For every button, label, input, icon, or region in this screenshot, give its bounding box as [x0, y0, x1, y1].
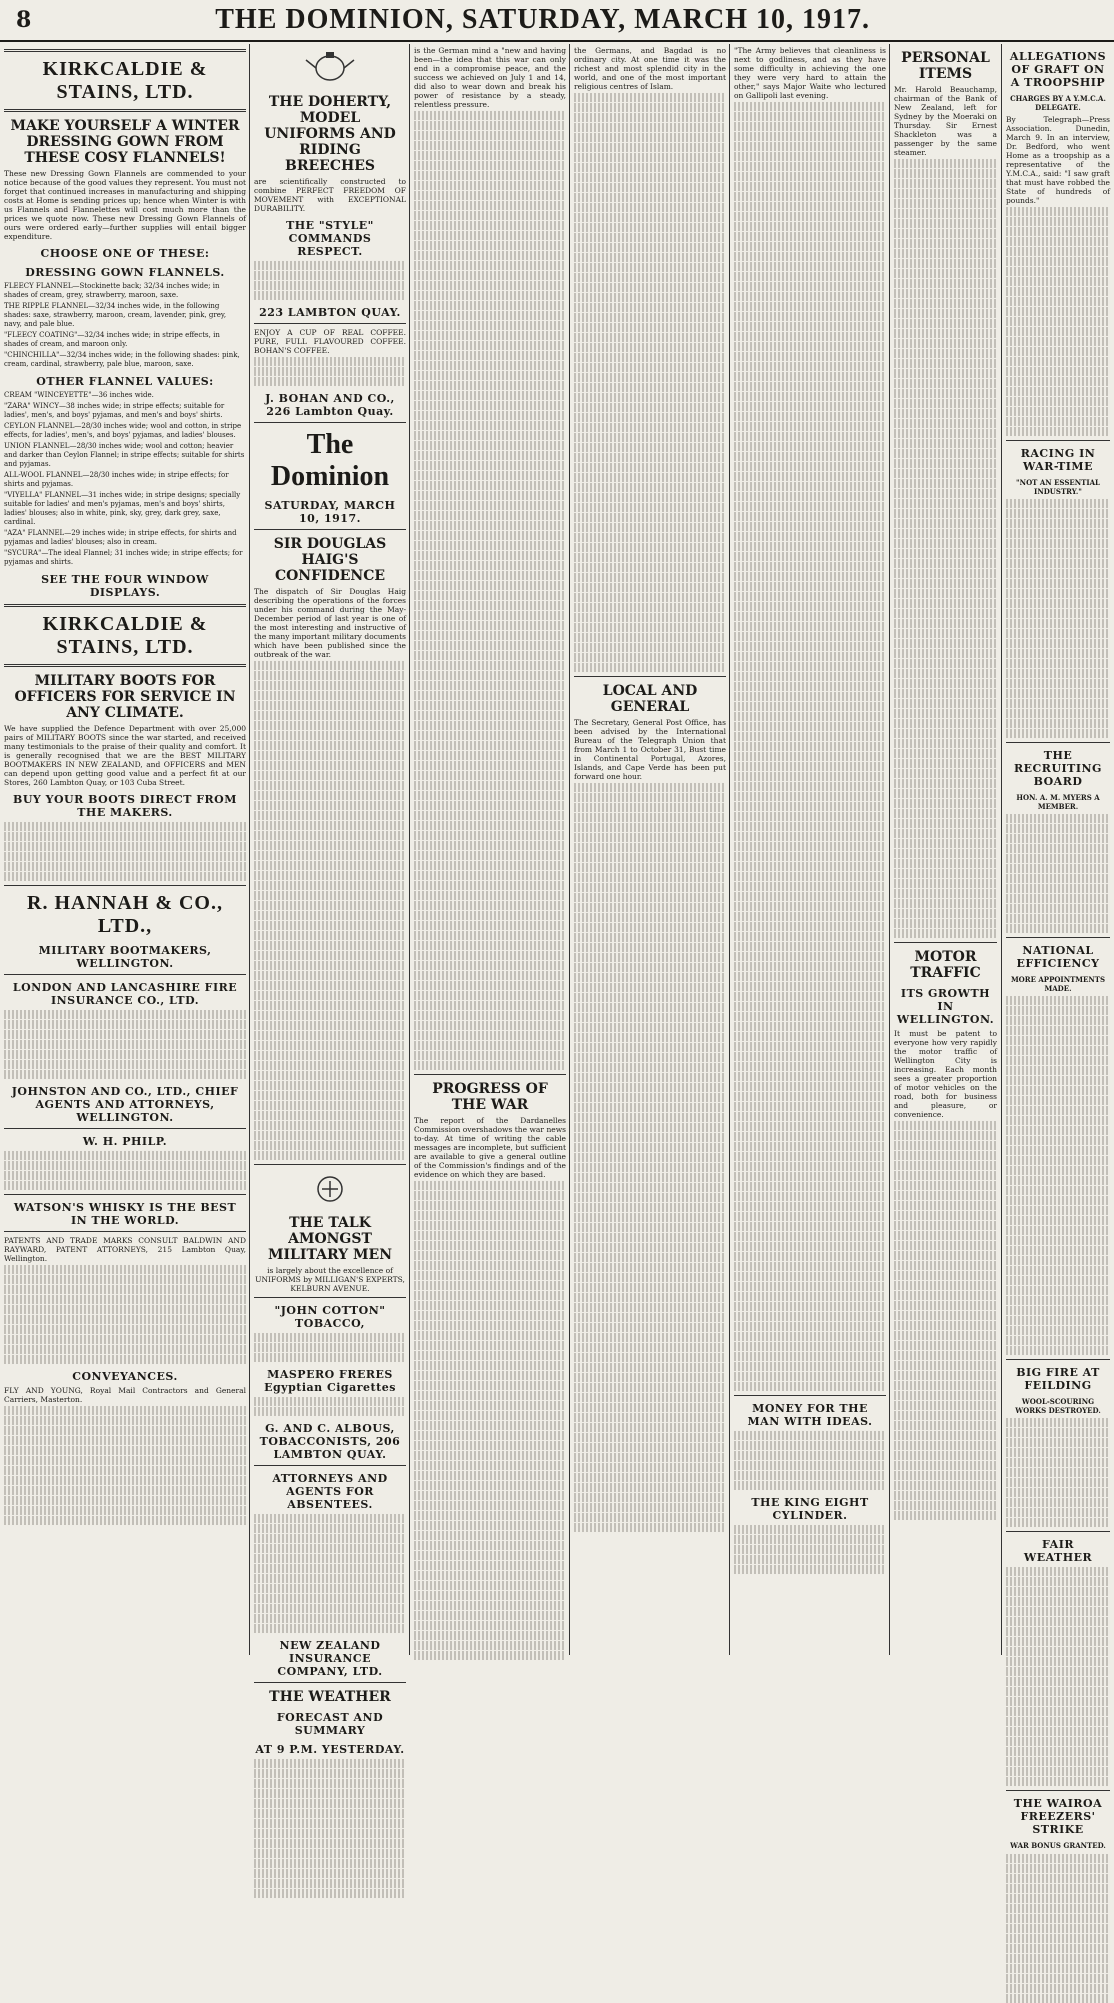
column-army-news: [730, 44, 890, 1655]
military-boots-heading: MILITARY BOOTS FOR OFFICERS FOR SERVICE IN ANY CLIMATE.: [14, 673, 236, 721]
bagdad-text: the Germans, and Bagdad is no ordinary city. At one time it was the richest and most splendid city in the world, and one of the most important religious centres of Islam.: [574, 46, 726, 91]
royal-crest-icon: [300, 48, 360, 88]
patents-ad: PATENTS AND TRADE MARKS CONSULT BALDWIN AND RAYWARD, PATENT ATTORNEYS, 215 Lambton Quay, Wellington.: [4, 1236, 246, 1263]
motor-text: It must be patent to everyone how very rapidly the motor traffic of Wellington City is increasing. Each month sees a greater proportion of motor vehicles on the road, both for business and pleasure, or convenience.: [894, 1029, 997, 1119]
attorneys-heading: ATTORNEYS AND AGENTS FOR ABSENTEES.: [272, 1472, 388, 1511]
coffee-ad: ENJOY A CUP OF REAL COFFEE. PURE, FULL FLAVOURED COFFEE. BOHAN'S COFFEE.: [254, 328, 406, 355]
flannel-item: FLEECY FLANNEL—Stockinette back; 32/34 inches wide; in shades of cream, grey, strawberry, maroon, saxe.: [4, 282, 220, 299]
talk-subtext: is largely about the excellence of UNIFORMS by MILLIGAN'S EXPERTS, KELBURN AVENUE.: [255, 1266, 405, 1293]
military-boots-text: We have supplied the Defence Department with over 25,000 pairs of MILITARY BOOTS since the war started, and received many testimonials to the praise of their quality and comfort. It is generally recognised that we are the BEST MILITARY BOOTMAKERS IN NEW ZEALAND, and OFFICERS and MEN can depend upon getting good value and a perfect fit at our Stores, 260 Lambton Quay, or 103 Cuba Street.: [4, 724, 246, 787]
doherty-heading: THE DOHERTY, MODEL UNIFORMS AND RIDING BREECHES: [264, 94, 396, 174]
maspero-cigarettes: MASPERO FRERES Egyptian Cigarettes: [264, 1368, 396, 1394]
flannel-item: ALL-WOOL FLANNEL—28/30 inches wide; in stripe effects; for shirts and pyjamas.: [4, 471, 229, 488]
personal-heading: PERSONAL ITEMS: [901, 50, 990, 82]
window-displays: SEE THE FOUR WINDOW DISPLAYS.: [41, 573, 209, 599]
flannel-item: "CHINCHILLA"—32/34 inches wide; in the following shades: pink, cream, cardinal, strawberry, pale blue, maroon, saxe.: [4, 351, 240, 368]
bohan-address: J. BOHAN AND CO., 226 Lambton Quay.: [265, 392, 395, 418]
fire-heading: BIG FIRE AT FEILDING: [1016, 1366, 1100, 1392]
cotton-tobacco: "JOHN COTTON" TOBACCO,: [274, 1304, 386, 1330]
fire-subheading: WOOL-SCOURING WORKS DESTROYED.: [1015, 1397, 1101, 1415]
choose-heading: CHOOSE ONE OF THESE:: [40, 247, 210, 260]
progress-heading: PROGRESS OF THE WAR: [432, 1081, 548, 1113]
kirkcaldie-heading-2: KIRKCALDIE & STAINS, LTD.: [42, 613, 208, 658]
fair-weather-heading: FAIR WEATHER: [1023, 1538, 1093, 1564]
albous-tobacconists: G. AND C. ALBOUS, TOBACCONISTS, 206 LAMBTON QUAY.: [259, 1422, 401, 1461]
flannel-item: "FLEECY COATING"—32/34 inches wide; in stripe effects, in shades of cream, and maroon only.: [4, 331, 220, 348]
philp-heading: W. H. PHILP.: [82, 1135, 168, 1148]
doherty-text: are scientifically constructed to combine PERFECT FREEDOM OF MOVEMENT with EXCEPTIONAL DURABILITY.: [254, 177, 406, 213]
weather-subheading: FORECAST AND SUMMARY: [276, 1711, 384, 1737]
wairoa-heading: THE WAIROA FREEZERS' STRIKE: [1013, 1797, 1103, 1836]
doherty-address: 223 LAMBTON QUAY.: [259, 306, 401, 319]
weather-heading: THE WEATHER: [269, 1689, 391, 1705]
graft-text: By Telegraph—Press Association. Dunedin, March 9. In an interview, Dr. Bedford, who went Home as a troopship as a representative of the Y.M.C.A., said: "I saw graft that must have robbed the State of hundreds of pounds.": [1006, 115, 1110, 205]
nameplate: The Dominion: [270, 429, 390, 492]
column-editorial: [250, 44, 410, 1756]
column-advertisements-left: [0, 44, 250, 1655]
dressing-gown-text: These new Dressing Gown Flannels are commended to your notice because of the good values they represent. You must not forget that continued increases in manufacturing and shipping costs at Home is sending prices up; hence when Winter is with us Flannels and Flannelettes will cost much more than the prices we quote now. These new Dressing Gown Flannels of ours were ordered early—further supplies will entail bigger expenditure.: [4, 169, 246, 241]
flannel-item: THE RIPPLE FLANNEL—32/34 inches wide, in the following shades: saxe, strawberry, maroon, cream, lavender, pink, grey, navy, and pale blue.: [4, 302, 227, 328]
wairoa-subheading: WAR BONUS GRANTED.: [1010, 1841, 1106, 1850]
column-telegraph-news: [1002, 44, 1114, 1850]
dressing-gown-heading: MAKE YOURSELF A WINTER DRESSING GOWN FROM THESE COSY FLANNELS!: [10, 118, 240, 166]
hannah-sub: MILITARY BOOTMAKERS, WELLINGTON.: [38, 944, 212, 970]
motor-subheading: ITS GROWTH IN WELLINGTON.: [896, 987, 995, 1026]
money-ideas-heading: MONEY FOR THE MAN WITH IDEAS.: [747, 1402, 873, 1428]
column-bagdad-local: [570, 44, 730, 1655]
talk-heading: THE TALK AMONGST MILITARY MEN: [268, 1215, 392, 1263]
graft-heading: ALLEGATIONS OF GRAFT ON A TROOPSHIP: [1009, 50, 1107, 89]
watson-ad: WATSON'S WHISKY IS THE BEST IN THE WORLD.: [13, 1201, 237, 1227]
conveyances-heading: CONVEYANCES.: [72, 1370, 178, 1383]
conveyance-text: FLY AND YOUNG, Royal Mail Contractors and General Carriers, Masterton.: [4, 1386, 246, 1404]
cylinder-heading: THE KING EIGHT CYLINDER.: [751, 1496, 869, 1522]
flannel-item: "AZA" FLANNEL—29 inches wide; in stripe effects, for shirts and pyjamas and ladies' blouses; also in cream.: [4, 529, 237, 546]
efficiency-subheading: MORE APPOINTMENTS MADE.: [1010, 975, 1106, 993]
motor-heading: MOTOR TRAFFIC: [910, 949, 981, 981]
page-number: 8: [16, 7, 32, 33]
local-heading: LOCAL AND GENERAL: [602, 683, 698, 715]
other-flannels-heading: OTHER FLANNEL VALUES:: [36, 375, 214, 388]
racing-heading: RACING IN WAR-TIME: [1020, 447, 1096, 473]
flannel-item: CREAM "WINCEYETTE"—36 inches wide.: [4, 391, 154, 399]
issue-date: SATURDAY, MARCH 10, 1917.: [264, 499, 396, 525]
army-text: "The Army believes that cleanliness is next to godliness, and as they have some difficulty in achieving the one they were very hard to attain the other," says Major Waite who lectured on Gallipoli last evening.: [734, 46, 886, 100]
column-right: [890, 44, 1114, 1850]
flannel-item: UNION FLANNEL—28/30 inches wide; wool and cotton; heavier and darker than Ceylon Flannel; in stripe effects; suitable for shirts and pyjamas.: [4, 442, 245, 468]
haig-heading: SIR DOUGLAS HAIG'S CONFIDENCE: [273, 536, 387, 584]
recruiting-subheading: HON. A. M. MYERS A MEMBER.: [1016, 793, 1100, 811]
masthead: [0, 0, 1114, 42]
recruiting-heading: THE RECRUITING BOARD: [1014, 749, 1102, 788]
paper-title: THE DOMINION, SATURDAY, MARCH 10, 1917.: [215, 4, 871, 35]
style-tagline: THE "STYLE" COMMANDS RESPECT.: [286, 219, 374, 258]
flannel-item: CEYLON FLANNEL—28/30 inches wide; wool and cotton, in stripe effects, for ladies', men's, and boys' pyjamas, and ladies' blouses.: [4, 422, 242, 439]
nz-insurance: NEW ZEALAND INSURANCE COMPANY, LTD.: [277, 1639, 383, 1678]
insurance-heading: LONDON AND LANCASHIRE FIRE INSURANCE CO., LTD.: [12, 981, 238, 1007]
hannah-heading: R. HANNAH & CO., LTD.,: [27, 892, 223, 937]
column-war-article: [410, 44, 570, 1655]
haig-text: The dispatch of Sir Douglas Haig describing the operations of the forces under his command during the May-December period of last year is one of the most interesting and instructive of the many important military documents which have been published since the outbreak of the war.: [254, 587, 406, 659]
flannel-item: "SYCURA"—The ideal Flannel; 31 inches wide; in stripe effects; for pyjamas and shirts.: [4, 549, 243, 566]
column-personal-motor: [890, 44, 1002, 1655]
dressing-flannels-heading: DRESSING GOWN FLANNELS.: [25, 266, 225, 279]
efficiency-heading: NATIONAL EFFICIENCY: [1016, 944, 1100, 970]
buy-direct: BUY YOUR BOOTS DIRECT FROM THE MAKERS.: [13, 793, 237, 819]
graft-subheading: CHARGES BY A Y.M.C.A. DELEGATE.: [1010, 94, 1106, 112]
flannel-item: "VIYELLA" FLANNEL—31 inches wide; in stripe designs; specially suitable for ladies' and men's pyjamas, men's and boys' shirts, ladies' blouses; also in white, pink, sky, grey, dark grey, saxe, cardinal.: [4, 491, 241, 526]
racing-subheading: "NOT AN ESSENTIAL INDUSTRY.": [1016, 478, 1100, 496]
milligan-crest-icon: [300, 1169, 360, 1209]
personal-text: Mr. Harold Beauchamp, chairman of the Bank of New Zealand, left for Sydney by the Moeraki on Thursday. Sir Ernest Shackleton was a passenger by the same steamer.: [894, 85, 997, 157]
kirkcaldie-heading: KIRKCALDIE & STAINS, LTD.: [42, 58, 208, 103]
johnston-heading: JOHNSTON AND CO., LTD., CHIEF AGENTS AND ATTORNEYS, WELLINGTON.: [11, 1085, 239, 1124]
flannel-item: "ZARA" WINCY—38 inches wide; in stripe effects; suitable for ladies', men's, and boys' pyjamas, and men's and boys' shirts.: [4, 402, 225, 419]
haig-continued-text: is the German mind a "new and having been—the idea that this war can only end in a compromise peace, and the success we achieved on July 1 and 14, did also to wear down and break his power of resistance by a steady, relentless pressure.: [414, 46, 566, 109]
weather-time: AT 9 P.M. YESTERDAY.: [255, 1743, 405, 1756]
progress-text: The report of the Dardanelles Commission overshadows the war news to-day. At time of writing the cable messages are incomplete, but sufficient are available to give a general outline of the Commission's findings and of the evidence on which they are based.: [414, 1116, 566, 1179]
local-text: The Secretary, General Post Office, has been advised by the International Bureau of the Telegraph Union that from March 1 to October 31, Bust time in Continental Portugal, Azores, Islands, and Cape Verde has been put forward one hour.: [574, 718, 726, 781]
